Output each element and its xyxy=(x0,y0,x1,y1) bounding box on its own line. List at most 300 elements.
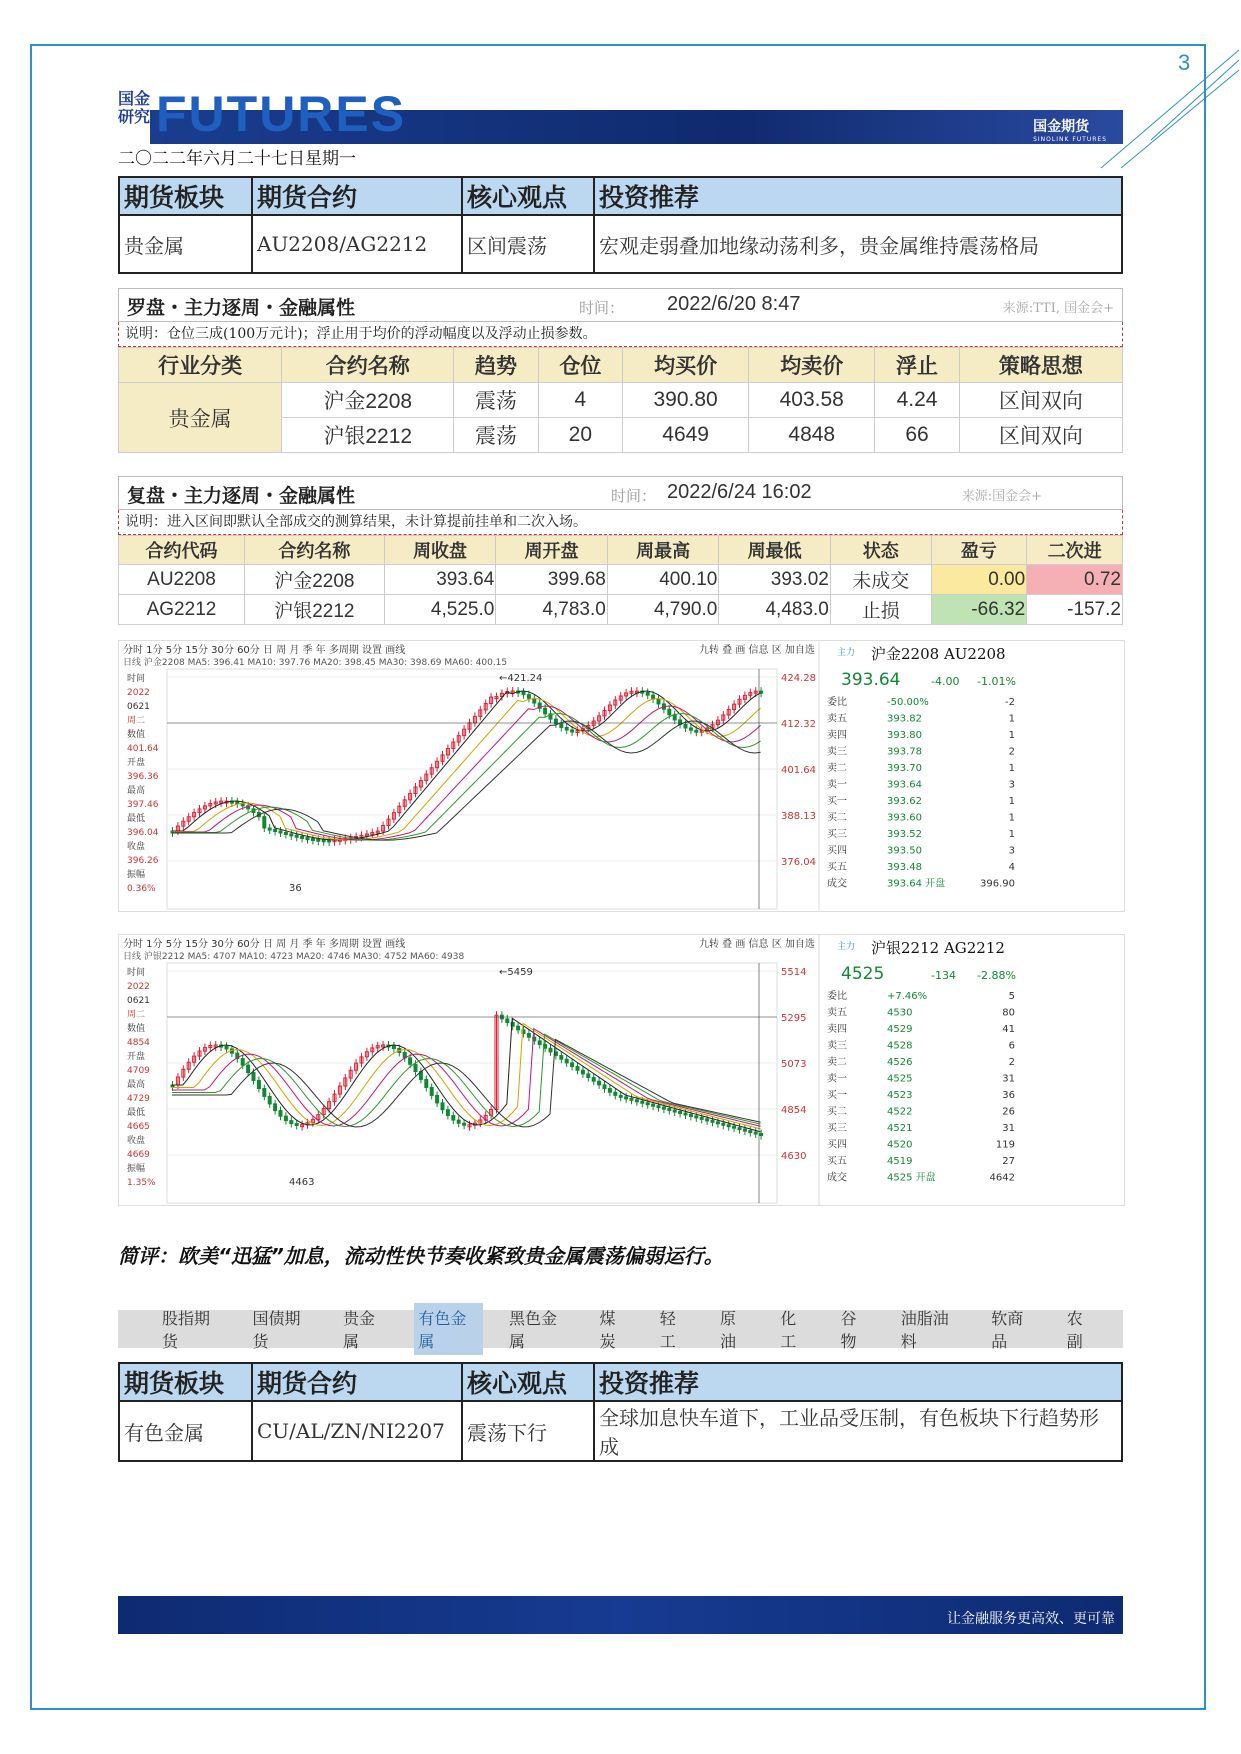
crosshair-info: 数值 xyxy=(127,730,146,740)
book-label: 买二 xyxy=(827,1106,847,1118)
candle xyxy=(722,1123,725,1125)
candle xyxy=(527,1034,530,1038)
book-volume: 3 xyxy=(1008,779,1015,791)
book-volume: 36 xyxy=(1002,1090,1015,1101)
candle xyxy=(754,1132,757,1134)
book-price: 393.82 xyxy=(887,713,922,725)
book-volume: 2 xyxy=(1008,746,1015,758)
candle xyxy=(700,1117,703,1119)
book-price: 4526 xyxy=(887,1057,913,1068)
book-volume: 1 xyxy=(1008,796,1015,807)
cell: 沪银2212 xyxy=(244,595,384,625)
crosshair-info: 4665 xyxy=(127,1122,150,1132)
book-volume: 31 xyxy=(1002,1073,1015,1085)
book-price: 393.70 xyxy=(887,763,922,774)
crosshair-info: 4669 xyxy=(127,1150,150,1160)
candle xyxy=(279,831,282,833)
book-label: 买三 xyxy=(827,1123,847,1134)
cell: 震荡下行 xyxy=(462,1401,594,1461)
book-volume: 6 xyxy=(1008,1040,1015,1052)
plot-area xyxy=(167,669,777,909)
book-label: 买四 xyxy=(827,845,847,857)
header-cell: 期货板块 xyxy=(119,1363,252,1401)
crosshair-info: 396.36 xyxy=(127,772,159,782)
candle xyxy=(549,1048,552,1052)
book-price: 4528 xyxy=(887,1040,913,1052)
book-label: 买二 xyxy=(827,812,847,824)
book-price: 4529 xyxy=(887,1024,913,1035)
sector-table-nonferrous xyxy=(118,1362,1123,1462)
book-label: 卖三 xyxy=(827,1040,847,1052)
crosshair-info: 0621 xyxy=(127,996,150,1006)
silver-kline-chart[interactable] xyxy=(118,934,1125,1206)
header-cell: 盈亏 xyxy=(931,536,1027,565)
nav-tab[interactable]: 有色金属 xyxy=(414,1303,483,1355)
crosshair-info: 4709 xyxy=(127,1066,150,1076)
chart-toolbar-right: 九转 叠 画 信息 区 加自选 xyxy=(699,939,815,950)
candle xyxy=(452,1116,455,1121)
nav-tab[interactable]: 农副 xyxy=(1066,1309,1083,1351)
cell: 宏观走弱叠加地缘动荡利多，贵金属维持震荡格局 xyxy=(594,215,1122,273)
sector-table-precious xyxy=(118,176,1123,274)
book-volume: 1 xyxy=(1008,730,1015,741)
candle xyxy=(425,1079,428,1087)
candle xyxy=(241,1059,244,1066)
book-price: 4522 xyxy=(887,1106,913,1118)
book-price: 4519 xyxy=(887,1156,913,1167)
header-cell: 策略思想 xyxy=(959,348,1122,383)
quote-title: 沪金2208 AU2208 xyxy=(871,645,1006,663)
time-label: 时间： xyxy=(611,487,657,505)
nav-tab[interactable]: 化工 xyxy=(780,1309,797,1351)
candle xyxy=(322,840,325,842)
book-label: 卖四 xyxy=(827,1024,847,1035)
book-price: +7.46% xyxy=(887,991,928,1002)
candle xyxy=(284,1116,287,1120)
low-label: 36 xyxy=(289,883,302,894)
main-tag: 主力 xyxy=(837,648,856,658)
y-tick-label: 424.28 xyxy=(781,673,816,684)
book-volume: 27 xyxy=(1002,1156,1015,1167)
candle xyxy=(457,1120,460,1123)
candle xyxy=(268,1096,271,1103)
panel-title-bar xyxy=(118,288,1123,322)
book-price: 393.78 xyxy=(887,746,922,758)
book-label: 买三 xyxy=(827,829,847,840)
ma-legend: 日线 沪银2212 MA5: 4707 MA10: 4723 MA20: 4746 MA30: 4752 MA60: 4938 xyxy=(123,952,465,962)
candle xyxy=(306,838,309,840)
crosshair-info: 396.26 xyxy=(127,856,159,866)
header-cell: 均卖价 xyxy=(749,348,875,383)
peak-label: ←5459 xyxy=(499,967,533,978)
candle xyxy=(263,817,266,828)
book-volume: 1 xyxy=(1008,829,1015,840)
book-price: 4525 开盘 xyxy=(887,1172,936,1184)
candle xyxy=(517,1026,520,1030)
book-label: 成交 xyxy=(827,1172,847,1184)
header-cell: 周收盘 xyxy=(384,536,496,565)
nav-tab[interactable]: 油脂油料 xyxy=(900,1309,949,1351)
book-volume: 2 xyxy=(1008,1057,1015,1068)
candle xyxy=(414,1064,417,1071)
candle xyxy=(565,1059,568,1063)
panel-note: 说明：仓位三成(100万元计)；浮止用于均价的浮动幅度以及浮动止损参数。 xyxy=(118,322,1123,347)
crosshair-info: 振幅 xyxy=(127,1164,146,1174)
candle xyxy=(706,1119,709,1121)
candle xyxy=(689,1114,692,1116)
candle xyxy=(673,1110,676,1112)
candle xyxy=(301,836,304,838)
candle xyxy=(603,1085,606,1089)
book-label: 委比 xyxy=(827,991,847,1002)
gold-kline-chart[interactable] xyxy=(118,640,1125,912)
crosshair-info: 周二 xyxy=(127,716,146,726)
cell: 390.80 xyxy=(623,383,749,418)
source: 来源:TTI, 国金会+ xyxy=(1002,301,1114,316)
y-tick-label: 401.64 xyxy=(781,765,816,776)
sector-nav xyxy=(118,1309,1123,1351)
candle xyxy=(522,692,525,695)
book-volume: 119 xyxy=(995,1139,1015,1151)
candle xyxy=(679,1112,682,1114)
brand-futures: FUTURES xyxy=(156,86,407,142)
cell: 400.10 xyxy=(607,565,719,595)
cell: 未成交 xyxy=(830,565,931,595)
ma-line xyxy=(172,706,761,840)
crosshair-info: 2022 xyxy=(127,982,150,992)
book-price: 393.64 xyxy=(887,779,922,791)
candle xyxy=(274,829,277,831)
cell: 区间震荡 xyxy=(462,215,594,273)
crosshair-info: 振幅 xyxy=(127,870,146,880)
crosshair-info: 4854 xyxy=(127,1038,150,1048)
candle xyxy=(311,839,314,841)
candle xyxy=(668,709,671,714)
change-pct: -2.88% xyxy=(977,969,1016,982)
cell: 沪金2208 xyxy=(244,565,384,595)
nav-tab[interactable]: 谷物 xyxy=(840,1309,857,1351)
last-price: 393.64 xyxy=(841,670,901,690)
category-cell: 贵金属 xyxy=(119,383,282,453)
strategy-cell: 区间双向 xyxy=(959,383,1122,418)
candle xyxy=(657,1106,660,1108)
cell: 4,483.0 xyxy=(719,595,831,625)
header-cell: 合约名称 xyxy=(244,536,384,565)
cell: 66 xyxy=(875,418,959,453)
cell: 4,783.0 xyxy=(496,595,608,625)
review-panel xyxy=(118,476,1123,625)
panel-title-bar xyxy=(118,476,1123,510)
y-tick-label: 5514 xyxy=(781,967,807,978)
crosshair-info: 周二 xyxy=(127,1010,146,1020)
cell: 393.64 xyxy=(384,565,496,595)
candle xyxy=(263,1089,266,1097)
candle xyxy=(430,1087,433,1095)
report-header xyxy=(118,88,1123,144)
candle xyxy=(625,1097,628,1099)
candle xyxy=(673,715,676,720)
reentry-cell: -157.2 xyxy=(1027,595,1123,625)
chart-toolbar: 分时 1分 5分 15分 30分 60分 日 周 月 季 年 多周期 设置 画线 xyxy=(123,645,406,656)
candle xyxy=(614,1092,617,1095)
y-tick-label: 412.32 xyxy=(781,719,816,730)
header-cell: 二次进 xyxy=(1027,536,1123,565)
header-cell: 浮止 xyxy=(875,348,959,383)
ma-line xyxy=(172,721,761,840)
book-label: 卖五 xyxy=(827,1007,847,1019)
cell: 4.24 xyxy=(875,383,959,418)
book-label: 买五 xyxy=(827,1156,847,1167)
panel-title: 罗盘・主力逐周・金融属性 xyxy=(127,297,356,319)
candle xyxy=(295,835,298,837)
candle xyxy=(684,1113,687,1115)
candle xyxy=(695,730,698,732)
chart-toolbar-right: 九转 叠 画 信息 区 加自选 xyxy=(699,645,815,656)
header-cell: 均买价 xyxy=(623,348,749,383)
candle xyxy=(295,1124,298,1126)
book-label: 委比 xyxy=(827,697,847,708)
cell: AU2208/AG2212 xyxy=(252,215,462,273)
book-volume: 1 xyxy=(1008,763,1015,774)
candle xyxy=(252,1073,255,1081)
book-price: 393.80 xyxy=(887,730,922,741)
candle xyxy=(662,1107,665,1109)
header-cell: 周最高 xyxy=(607,536,719,565)
crosshair-info: 开盘 xyxy=(127,1052,146,1062)
candle xyxy=(689,728,692,730)
low-label: 4463 xyxy=(289,1177,315,1188)
quote-title: 沪银2212 AG2212 xyxy=(871,939,1005,957)
candle xyxy=(317,839,320,841)
book-volume: 1 xyxy=(1008,812,1015,824)
cell: 20 xyxy=(538,418,622,453)
candle xyxy=(630,1098,633,1100)
crosshair-info: 2022 xyxy=(127,688,150,698)
book-label: 卖三 xyxy=(827,746,847,758)
crosshair-info: 最高 xyxy=(127,786,146,796)
candle xyxy=(328,840,331,842)
cell: 4,790.0 xyxy=(607,595,719,625)
book-price: 4520 xyxy=(887,1139,913,1151)
nav-tab[interactable]: 原油 xyxy=(719,1309,736,1351)
book-price: 4525 xyxy=(887,1073,913,1085)
header-cell: 核心观点 xyxy=(462,1363,594,1401)
book-volume: 31 xyxy=(1002,1123,1015,1134)
book-volume: -2 xyxy=(1005,697,1015,708)
nav-tab[interactable]: 煤炭 xyxy=(599,1309,616,1351)
crosshair-info: 收盘 xyxy=(127,1136,146,1146)
book-label: 卖四 xyxy=(827,730,847,741)
candle xyxy=(646,1103,649,1105)
header-cell: 投资推荐 xyxy=(594,177,1122,215)
book-price: 4521 xyxy=(887,1123,913,1134)
summary-comment: 简评：欧美“迅猛”加息，流动性快节奏收紧致贵金属震荡偏弱运行。 xyxy=(118,1244,724,1268)
book-volume: 41 xyxy=(1002,1024,1015,1035)
trend-cell: 震荡 xyxy=(454,418,538,453)
candle xyxy=(684,724,687,728)
book-volume: 5 xyxy=(1008,991,1015,1002)
report-date: 二〇二二年六月二十七日星期一 xyxy=(118,149,356,169)
trend-cell: 震荡 xyxy=(454,383,538,418)
book-label: 卖一 xyxy=(827,779,847,791)
book-volume: 1 xyxy=(1008,713,1015,725)
time-value: 2022/6/20 8:47 xyxy=(667,293,801,315)
candle xyxy=(544,708,547,713)
candle xyxy=(257,1080,260,1088)
header-cell: 状态 xyxy=(830,536,931,565)
candle xyxy=(436,1095,439,1103)
candle xyxy=(657,699,660,704)
candle xyxy=(581,1070,584,1074)
cell: CU/AL/ZN/NI2207 xyxy=(252,1401,462,1461)
y-tick-label: 5295 xyxy=(781,1013,807,1024)
nav-tab[interactable]: 国债期货 xyxy=(252,1309,301,1351)
candle xyxy=(290,834,293,836)
candle xyxy=(247,1065,250,1072)
header-cell: 趋势 xyxy=(454,348,538,383)
book-price: 393.62 xyxy=(887,796,922,807)
last-price: 4525 xyxy=(841,964,885,984)
book-price: -50.00% xyxy=(887,697,929,708)
nav-tab[interactable]: 股指期货 xyxy=(162,1309,211,1351)
header-cell: 期货合约 xyxy=(252,177,462,215)
cell: 393.02 xyxy=(719,565,831,595)
candle xyxy=(641,1101,644,1103)
candle xyxy=(733,1126,736,1128)
crosshair-info: 397.46 xyxy=(127,800,159,810)
nav-tab[interactable]: 软商品 xyxy=(991,1309,1024,1351)
candle xyxy=(463,1123,466,1125)
cell: 沪银2212 xyxy=(282,418,454,453)
candle xyxy=(279,1111,282,1117)
brand-cn: 国金研究 xyxy=(118,89,151,126)
candle xyxy=(716,1122,719,1124)
book-volume: 4642 xyxy=(989,1172,1015,1184)
peak-label: ←421.24 xyxy=(499,673,543,684)
candle xyxy=(441,1103,444,1110)
candle xyxy=(608,1089,611,1093)
cell: AG2212 xyxy=(119,595,245,625)
nav-tab[interactable]: 贵金属 xyxy=(343,1309,376,1351)
crosshair-info: 401.64 xyxy=(127,744,159,754)
book-volume: 3 xyxy=(1008,845,1015,857)
candle xyxy=(268,828,271,830)
book-label: 卖一 xyxy=(827,1073,847,1085)
header-cell: 行业分类 xyxy=(119,348,282,383)
header-cell: 核心观点 xyxy=(462,177,594,215)
candle xyxy=(409,1058,412,1064)
cell: 贵金属 xyxy=(119,215,252,273)
candle xyxy=(727,1125,730,1127)
crosshair-info: 1.35% xyxy=(127,1178,156,1188)
cell: 沪金2208 xyxy=(282,383,454,418)
candle xyxy=(506,1019,509,1023)
book-price: 393.52 xyxy=(887,829,922,840)
nav-tab[interactable]: 黑色金属 xyxy=(508,1309,557,1351)
candle xyxy=(738,1128,741,1130)
book-price: 393.60 xyxy=(887,812,922,824)
y-tick-label: 376.04 xyxy=(781,857,816,868)
compass-table xyxy=(118,347,1123,453)
reentry-cell: 0.72 xyxy=(1027,565,1123,595)
candle xyxy=(592,1078,595,1082)
panel-title: 复盘・主力逐周・金融属性 xyxy=(127,485,356,507)
candle xyxy=(749,1131,752,1133)
crosshair-info: 4729 xyxy=(127,1094,150,1104)
crosshair-info: 最高 xyxy=(127,1080,146,1090)
cell: 4649 xyxy=(623,418,749,453)
change-pct: -1.01% xyxy=(977,675,1016,688)
cell: 4848 xyxy=(749,418,875,453)
change: -134 xyxy=(931,969,956,982)
candle xyxy=(527,695,530,699)
candle xyxy=(565,727,568,729)
header-cell: 仓位 xyxy=(538,348,622,383)
candle xyxy=(711,1120,714,1122)
book-label: 买一 xyxy=(827,796,847,807)
nav-tab[interactable]: 轻工 xyxy=(659,1309,676,1351)
book-label: 卖二 xyxy=(827,763,847,774)
pnl-cell: 0.00 xyxy=(931,565,1027,595)
candle xyxy=(760,1134,763,1136)
book-label: 卖二 xyxy=(827,1057,847,1068)
candle xyxy=(392,1046,395,1049)
candle xyxy=(225,1046,228,1049)
ma-line xyxy=(172,1018,761,1132)
time-label: 时间： xyxy=(579,299,625,317)
book-price: 393.48 xyxy=(887,862,922,873)
candle xyxy=(560,724,563,728)
y-tick-label: 4854 xyxy=(781,1105,807,1116)
cell: 4,525.0 xyxy=(384,595,496,625)
candle xyxy=(743,1129,746,1131)
header-cell: 合约代码 xyxy=(119,536,245,565)
candle xyxy=(571,1063,574,1067)
candle xyxy=(598,1081,601,1085)
header-cell: 合约名称 xyxy=(282,348,454,383)
crosshair-info: 开盘 xyxy=(127,758,146,768)
footer-banner xyxy=(118,1596,1123,1634)
book-label: 成交 xyxy=(827,878,847,890)
book-volume: 4 xyxy=(1008,862,1015,873)
cell: 403.58 xyxy=(749,383,875,418)
panel-note: 说明：进入区间即默认全部成交的测算结果，未计算提前挂单和二次入场。 xyxy=(118,510,1123,535)
time-value: 2022/6/24 16:02 xyxy=(667,481,812,503)
y-tick-label: 388.13 xyxy=(781,811,816,822)
candle xyxy=(560,1056,563,1060)
ma-line xyxy=(172,691,761,840)
candle xyxy=(538,1041,541,1045)
book-price: 393.64 开盘 xyxy=(887,878,946,890)
source: 来源:国金会+ xyxy=(961,489,1042,504)
book-price: 393.50 xyxy=(887,845,922,857)
candle xyxy=(668,1109,671,1111)
crosshair-info: 最低 xyxy=(127,1108,146,1118)
header-cell: 期货合约 xyxy=(252,1363,462,1401)
book-label: 买一 xyxy=(827,1090,847,1101)
crosshair-info: 数值 xyxy=(127,1024,146,1034)
cell: 4 xyxy=(538,383,622,418)
y-tick-label: 5073 xyxy=(781,1059,807,1070)
header-cell: 周开盘 xyxy=(496,536,608,565)
pnl-cell: -66.32 xyxy=(931,595,1027,625)
crosshair-info: 0621 xyxy=(127,702,150,712)
candle xyxy=(290,1121,293,1124)
candle xyxy=(571,730,574,732)
cell: AU2208 xyxy=(119,565,245,595)
crosshair-info: 时间 xyxy=(127,674,146,684)
change: -4.00 xyxy=(931,675,960,688)
